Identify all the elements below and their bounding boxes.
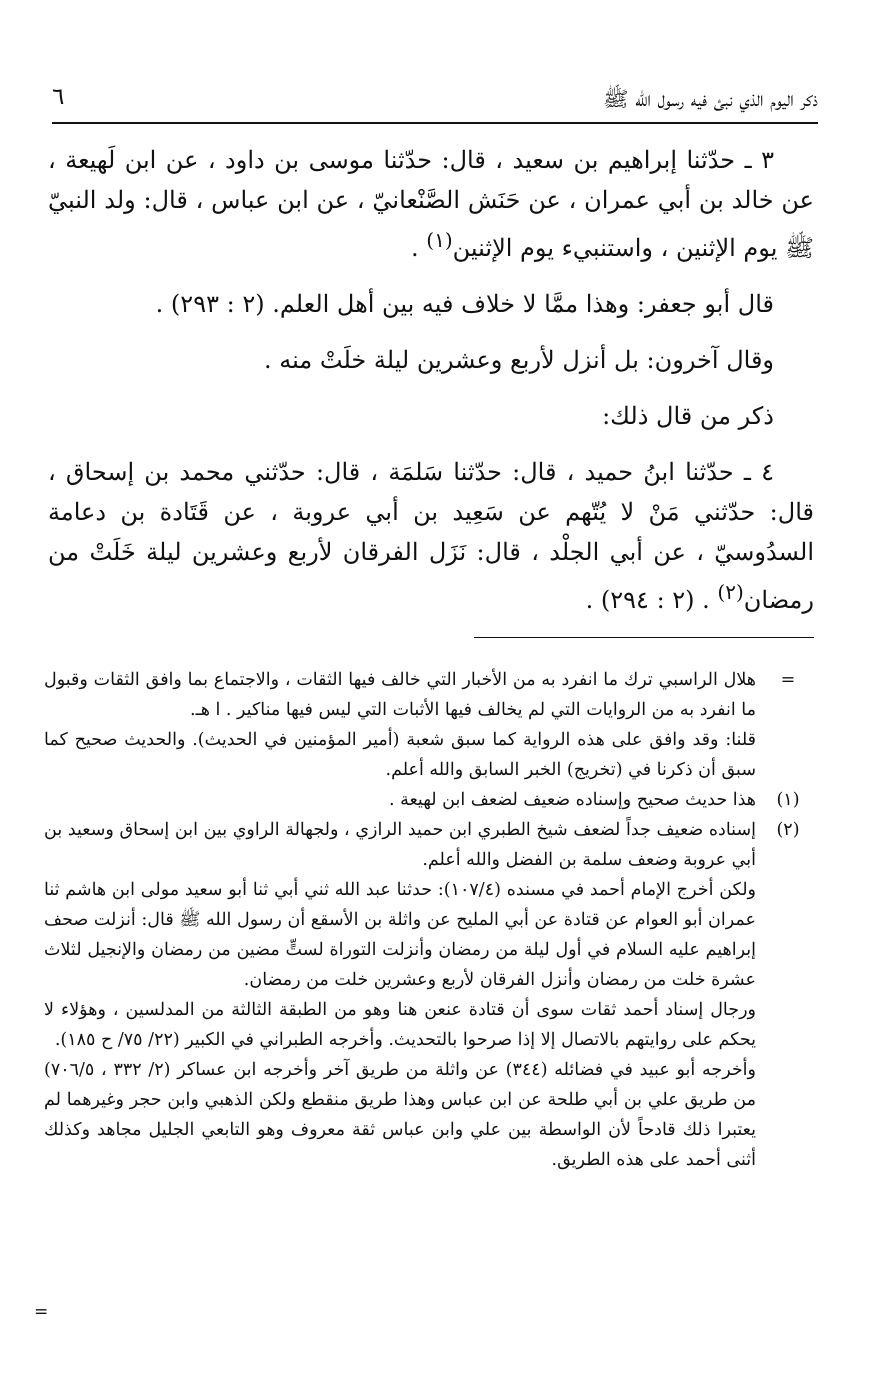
paragraph-hadith-3 (48, 140, 814, 268)
footnote-2-para: ولكن أخرج الإمام أحمد في مسنده (١٠٧/٤): حدثنا عبد الله ثني أبي ثنا أبو سعيد مولى ابن هاشم ثنا عمران أبو العوام عن قتادة عن أبي المليح عن واثلة بن الأسقع أن رسول الله ﷺ قال: أنزلت صحف إبراهيم عليه السلام في أول ليلة من رمضان وأنزلت التوراة لستٍّ مضين من رمضان والإنجيل لثلاث عشرة خلت من رمضان وأنزل الفرقان لأربع وعشرين خلت من رمضان. (44, 880, 756, 990)
footnote-continuation (44, 665, 810, 785)
footnote-2-para: إسناده ضعيف جداً لضعف شيخ الطبري ابن حميد الرازي ، ولجهالة الراوي بين ابن إسحاق وسعيد بن أبي عروبة وضعف سلمة بن الفضل والله أعلم. (44, 820, 756, 870)
footnote-2-mark: (٢) (776, 820, 800, 840)
paragraph-hadith-3-tail: . (411, 234, 427, 262)
paragraph-hadith-4-text: ٤ ـ حدّثنا ابنُ حميد ، قال: حدّثنا سَلمَة ، قال: حدّثني محمد بن إسحاق ، قال: حدّثني مَنْ لا يُتّهم عن سَعِيد بن أبي عروبة ، عن قَتَادة بن دعامة السدُوسيّ ، عن أبي الجلْد ، قال: نَزَل الفرقان لأربع وعشرين ليلة خَلَتْ من رمضان (48, 458, 814, 614)
footnote-1-text: هذا حديث صحيح وإسناده ضعيف لضعف ابن لهيعة . (388, 790, 756, 810)
header-rule (52, 122, 818, 124)
footnote-1 (44, 785, 810, 815)
footnote-continuation-para: هلال الراسبي ترك ما انفرد به من الأخبار التي خالف فيها الثقات ، والاجتماع بما وافق الثقات وقبول ما انفرد به من الروايات التي لم يخالف فيها الأثبات التي ليس فيها مناكير . ا هـ. (44, 670, 756, 720)
paragraph-hadith-3-text: ٣ ـ حدّثنا إبراهيم بن سعيد ، قال: حدّثنا موسى بن داود ، عن ابن لَهيعة ، عن خالد بن أبي عمران ، عن حَنَش الصَّنْعانيّ ، عن ابن عباس ، قال: ولد النبيّ ﷺ يوم الإثنين ، واستنبيء يوم الإثنين (48, 146, 814, 262)
footnote-1-mark: (١) (776, 790, 800, 810)
footnote-2-para: ورجال إسناد أحمد ثقات سوى أن قتادة عنعن هنا وهو من الطبقة الثالثة من المدلسين ، وهؤلاء لا يحكم على روايتهم بالاتصال إلا إذا صرحوا بالتحديث. وأخرجه الطبراني في الكبير (٢٢/ ٧٥/ ح ١٨٥). (44, 1000, 756, 1050)
header-title: ذكر اليوم الذي نبئ فيه رسول الله ﷺ (603, 87, 818, 111)
paragraph-hadith-4 (48, 452, 814, 620)
footnote-separator (474, 637, 814, 638)
page-number: ٦ (52, 84, 65, 110)
continuation-mark: = (780, 670, 796, 690)
footnote-ref-1: (١) (426, 228, 453, 252)
footnotes (44, 665, 810, 1175)
main-text (48, 140, 814, 620)
footnote-2 (44, 815, 810, 1175)
paragraph-who-said: ذكر من قال ذلك: (602, 402, 774, 430)
footnote-2-para: وأخرجه أبو عبيد في فضائله (٣٤٤) عن واثلة من طريق آخر وأخرجه ابن عساكر (٢/ ٣٣٢ ، ٧٠٦/٥) من طريق علي بن أبي طلحة عن ابن عباس وهذا طريق منقطع ولكن الذهبي وابن حجر وغيرهما لم يعتبرا ذلك قادحاً لأن الواسطة بين علي وابن عباس ثقة معروف وهو التابعي الجليل مجاهد وكذلك أثنى أحمد على هذه الطريق. (44, 1060, 756, 1170)
footnote-continues-mark: = (34, 1302, 49, 1322)
paragraph-hadith-4-tail: . (٢ : ٢٩٤) . (585, 586, 718, 614)
paragraph-abu-jafar: قال أبو جعفر: وهذا ممَّا لا خلاف فيه بين أهل العلم. (٢ : ٢٩٣) . (155, 290, 774, 318)
footnote-ref-2: (٢) (717, 580, 744, 604)
footnote-continuation-para: قلنا: وقد وافق على هذه الرواية كما سبق شعبة (أمير المؤمنين في الحديث). والحديث صحيح كما سبق أن ذكرنا في (تخريج) الخبر السابق والله أعلم. (44, 730, 756, 780)
paragraph-others-said: وقال آخرون: بل أنزل لأربع وعشرين ليلة خلَتْ منه . (264, 346, 774, 374)
running-header (52, 80, 818, 120)
